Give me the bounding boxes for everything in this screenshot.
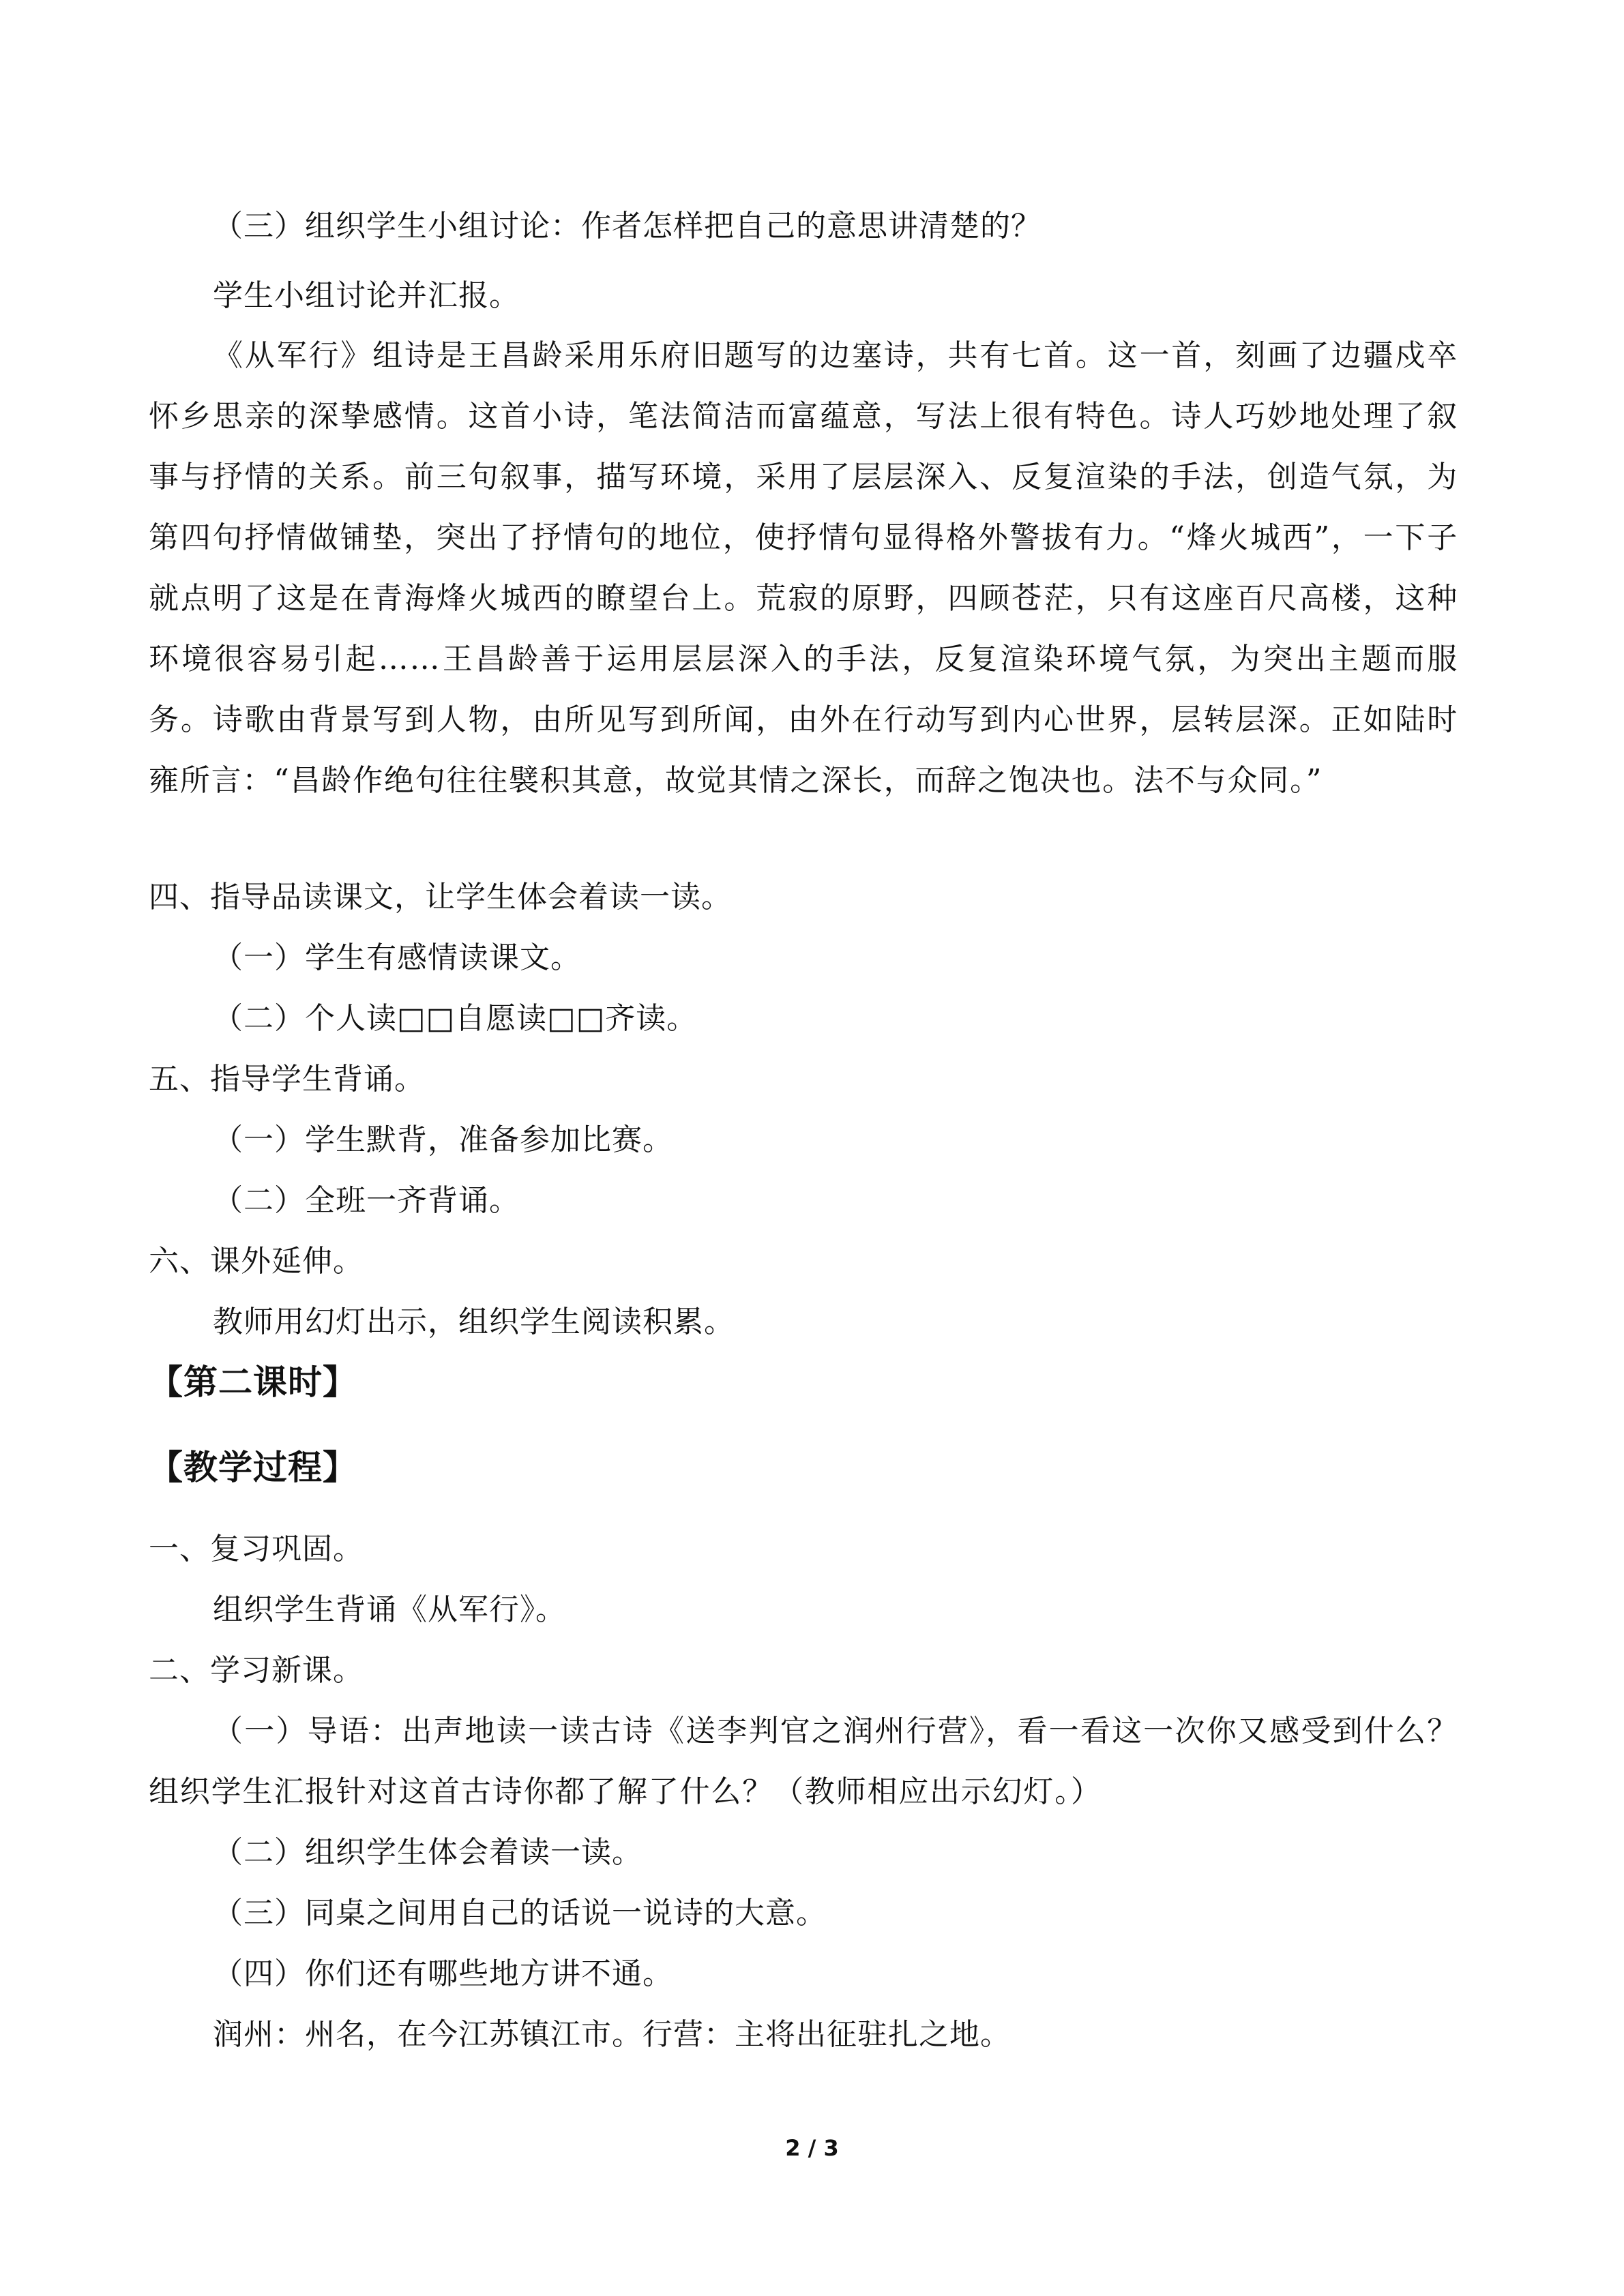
discuss-question: （三）组织学生小组讨论：作者怎样把自己的意思讲清楚的？ [213,209,1042,243]
step-4-heading: 四、指导品读课文，让学生体会着读一读。 [149,880,732,914]
step-5-item-1: （一）学生默背，准备参加比赛。 [213,1122,673,1157]
discuss-report: 学生小组讨论并汇报。 [213,278,520,313]
new-lesson-item-3: （三）同桌之间用自己的话说一说诗的大意。 [213,1896,827,1930]
intro-paragraph: （一）导语：出声地读一读古诗《送李判官之润州行营》，看一看这一次你又感受到什么？组织学生汇报针对这首古诗你都了解了什么？（教师相应出示幻灯。） [149,1714,1458,1809]
page-number: 2 / 3 [785,2135,839,2161]
heading-teaching-process: 【教学过程】 [149,1448,357,1487]
poem-analysis-paragraph: 《从军行》组诗是王昌龄采用乐府旧题写的边塞诗，共有七首。这一首，刻画了边疆戍卒怀乡思亲的深挚感情。这首小诗，笔法简洁而富蕴意，写法上很有特色。诗人巧妙地处理了叙事与抒情的关系。前三句叙事，描写环境，采用了层层深入、反复渲染的手法，创造气氛，为第四句抒情做铺垫，突出了抒情句的地位，使抒情句显得格外警拔有力。“烽火城西”，一下子就点明了这是在青海烽火城西的瞭望台上。荒寂的原野，四顾苍茫，只有这座百尺高楼，这种环境很容易引起……王昌龄善于运用层层深入的手法，反复渲染环境气氛，为突出主题而服务。诗歌由背景写到人物，由所见写到所闻，由外在行动写到内心世界，层转层深。正如陆时雍所言：“昌龄作绝句往往襞积其意，故觉其情之深长，而辞之饱决也。法不与众同。” [149,338,1458,798]
new-lesson-item-4: （四）你们还有哪些地方讲不通。 [213,1956,673,1991]
new-lesson-heading: 二、学习新课。 [149,1653,364,1688]
step-5-item-2: （二）全班一齐背诵。 [213,1183,520,1218]
step-4-item-2: （二）个人读□□自愿读□□齐读。 [213,1001,698,1036]
review-heading: 一、复习巩固。 [149,1532,364,1566]
step-5-heading: 五、指导学生背诵。 [149,1062,425,1097]
step-6-item-1: 教师用幻灯出示，组织学生阅读积累。 [213,1304,735,1339]
heading-second-lesson: 【第二课时】 [149,1362,357,1402]
new-lesson-item-2: （二）组织学生体会着读一读。 [213,1835,643,1870]
step-4-item-1: （一）学生有感情读课文。 [213,940,581,975]
gloss-note: 润州：州名，在今江苏镇江市。行营：主将出征驻扎之地。 [213,2017,1011,2052]
step-6-heading: 六、课外延伸。 [149,1244,364,1279]
review-item: 组织学生背诵《从军行》。 [213,1592,566,1627]
